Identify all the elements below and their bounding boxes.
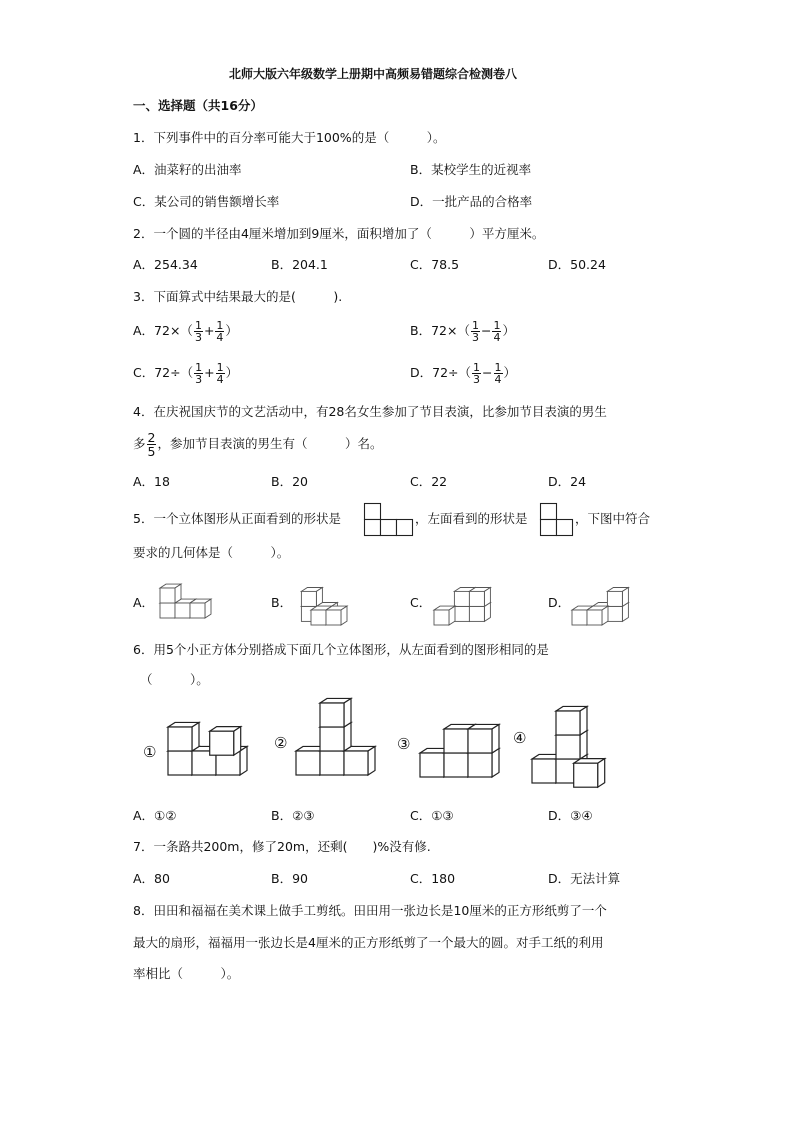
q5-option-a[interactable]: A． [133, 595, 155, 610]
fraction: $\frac{1}{3}$ [194, 319, 202, 344]
q7-option-d[interactable]: D．无法计算 [548, 871, 621, 886]
front-view-figure [364, 503, 414, 537]
fraction: $\frac{1}{3}$ [471, 319, 479, 344]
operator: + [203, 323, 215, 338]
q1-option-b[interactable]: B．某校学生的近视率 [410, 162, 532, 177]
q5-figure-d [572, 578, 636, 626]
fraction: $\frac{1}{3}$ [473, 361, 481, 386]
q6-figure-1 [168, 716, 260, 776]
q2-option-c[interactable]: C．78.5 [410, 257, 460, 272]
cube [320, 698, 351, 727]
cube [210, 727, 241, 756]
option-prefix: B．72×（ [410, 323, 470, 338]
q7-option-b[interactable]: B．90 [271, 871, 308, 886]
q4-option-c[interactable]: C．22 [410, 474, 448, 489]
cube [326, 606, 347, 625]
section-heading: 一、选择题（共16分） [133, 98, 263, 113]
cube [468, 724, 499, 753]
page-title: 北师大版六年级数学上册期中高频易错题综合检测卷八 [229, 67, 518, 81]
close-paren: ） [225, 365, 239, 380]
left-view-figure [540, 503, 574, 537]
close-paren: ） [225, 323, 238, 338]
q6-stem-line2: （ ）。 [140, 672, 209, 687]
q7-stem: 7．一条路共200m，修了20m，还剩( )%没有修. [133, 839, 431, 854]
q5-option-d[interactable]: D． [548, 595, 571, 610]
q5-figure-c [434, 578, 494, 626]
fraction: $\frac{1}{3}$ [195, 361, 203, 386]
close-paren: ） [503, 365, 517, 380]
q4-option-d[interactable]: D．24 [548, 474, 587, 489]
q5-figure-b [296, 580, 360, 626]
q2-option-a[interactable]: A．254.34 [133, 257, 198, 272]
q1-option-a[interactable]: A．油菜籽的出油率 [133, 162, 242, 177]
fraction: $\frac{1}{4}$ [494, 361, 502, 386]
cube [344, 746, 375, 775]
q3-option-a[interactable] [133, 318, 238, 344]
q3-option-c[interactable] [133, 360, 238, 386]
figure-label-3: ③ [397, 735, 411, 753]
q5-stem-part2: ，左面看到的形状是 [415, 511, 528, 526]
q6-option-b[interactable]: B．②③ [271, 808, 315, 823]
cube [190, 599, 211, 618]
q2-option-b[interactable]: B．204.1 [271, 257, 328, 272]
q6-figure-3 [420, 718, 504, 778]
figure-label-1: ① [143, 743, 157, 761]
q5-figure-a [160, 581, 224, 619]
cube [574, 759, 605, 788]
q8-stem-line2: 最大的扇形，福福用一张边长是4厘米的正方形纸剪了一个最大的圆。对手工纸的利用 [133, 935, 604, 950]
cube [587, 606, 608, 625]
q5-stem-part3: ，下图中符合 [575, 511, 651, 526]
q5-option-c[interactable]: C． [410, 595, 432, 610]
q4-option-b[interactable]: B．20 [271, 474, 308, 489]
q2-stem: 2．一个圆的半径由4厘米增加到9厘米，面积增加了（ ）平方厘米。 [133, 226, 545, 241]
cube [434, 606, 455, 625]
fraction: $\frac{1}{4}$ [493, 319, 501, 344]
cube [160, 584, 181, 603]
close-paren: ） [502, 323, 515, 338]
q5-stem-part1: 5．一个立体图形从正面看到的形状是 [133, 511, 341, 526]
fraction: $\frac{2}{5}$ [147, 430, 156, 459]
q6-option-d[interactable]: D．③④ [548, 808, 593, 823]
q6-option-a[interactable]: A．①② [133, 808, 177, 823]
q8-stem-line1: 8．田田和福福在美术课上做手工剪纸。田田用一张边长是10厘米的正方形纸剪了一个 [133, 903, 607, 918]
q3-option-d[interactable] [410, 360, 516, 386]
q6-stem-line1: 6．用5个小正方体分别搭成下面几个立体图形，从左面看到的图形相同的是 [133, 642, 549, 657]
option-prefix: C．72÷（ [133, 365, 194, 380]
q3-option-b[interactable] [410, 318, 515, 344]
cube [301, 588, 322, 607]
q3-stem: 3．下面算式中结果最大的是( ). [133, 289, 343, 304]
q2-option-d[interactable]: D．50.24 [548, 257, 606, 272]
q6-figure-2 [296, 710, 380, 776]
q7-option-a[interactable]: A．80 [133, 871, 170, 886]
q4-stem-line1: 4．在庆祝国庆节的文艺活动中，有28名女生参加了节目表演，比参加节目表演的男生 [133, 404, 607, 419]
operator: − [480, 323, 492, 338]
q5-stem-line2: 要求的几何体是（ ）。 [133, 545, 290, 560]
cube [469, 588, 490, 607]
q1-stem: 1．下列事件中的百分率可能大于100%的是（ ）。 [133, 130, 446, 145]
q7-option-c[interactable]: C．180 [410, 871, 456, 886]
figure-label-4: ④ [513, 729, 527, 747]
q4-stem-line2: 多 $\frac{2}{5}$ ，参加节目表演的男生有（ ）名。 [133, 430, 383, 459]
figure-label-2: ② [274, 734, 288, 752]
option-prefix: D．72÷（ [410, 365, 472, 380]
cube [556, 706, 587, 735]
q8-stem-line3: 率相比（ ）。 [133, 966, 240, 981]
operator: − [482, 365, 493, 380]
q1-option-d[interactable]: D．一批产品的合格率 [410, 194, 533, 209]
cube [168, 722, 199, 751]
operator: + [204, 365, 215, 380]
q4-option-a[interactable]: A．18 [133, 474, 170, 489]
q1-option-c[interactable]: C．某公司的销售额增长率 [133, 194, 280, 209]
q5-option-b[interactable]: B． [271, 595, 293, 610]
option-prefix: A．72×（ [133, 323, 193, 338]
cube [607, 588, 628, 607]
fraction: $\frac{1}{4}$ [216, 319, 224, 344]
q6-option-c[interactable]: C．①③ [410, 808, 454, 823]
q6-figure-4 [532, 704, 598, 784]
fraction: $\frac{1}{4}$ [216, 361, 224, 386]
